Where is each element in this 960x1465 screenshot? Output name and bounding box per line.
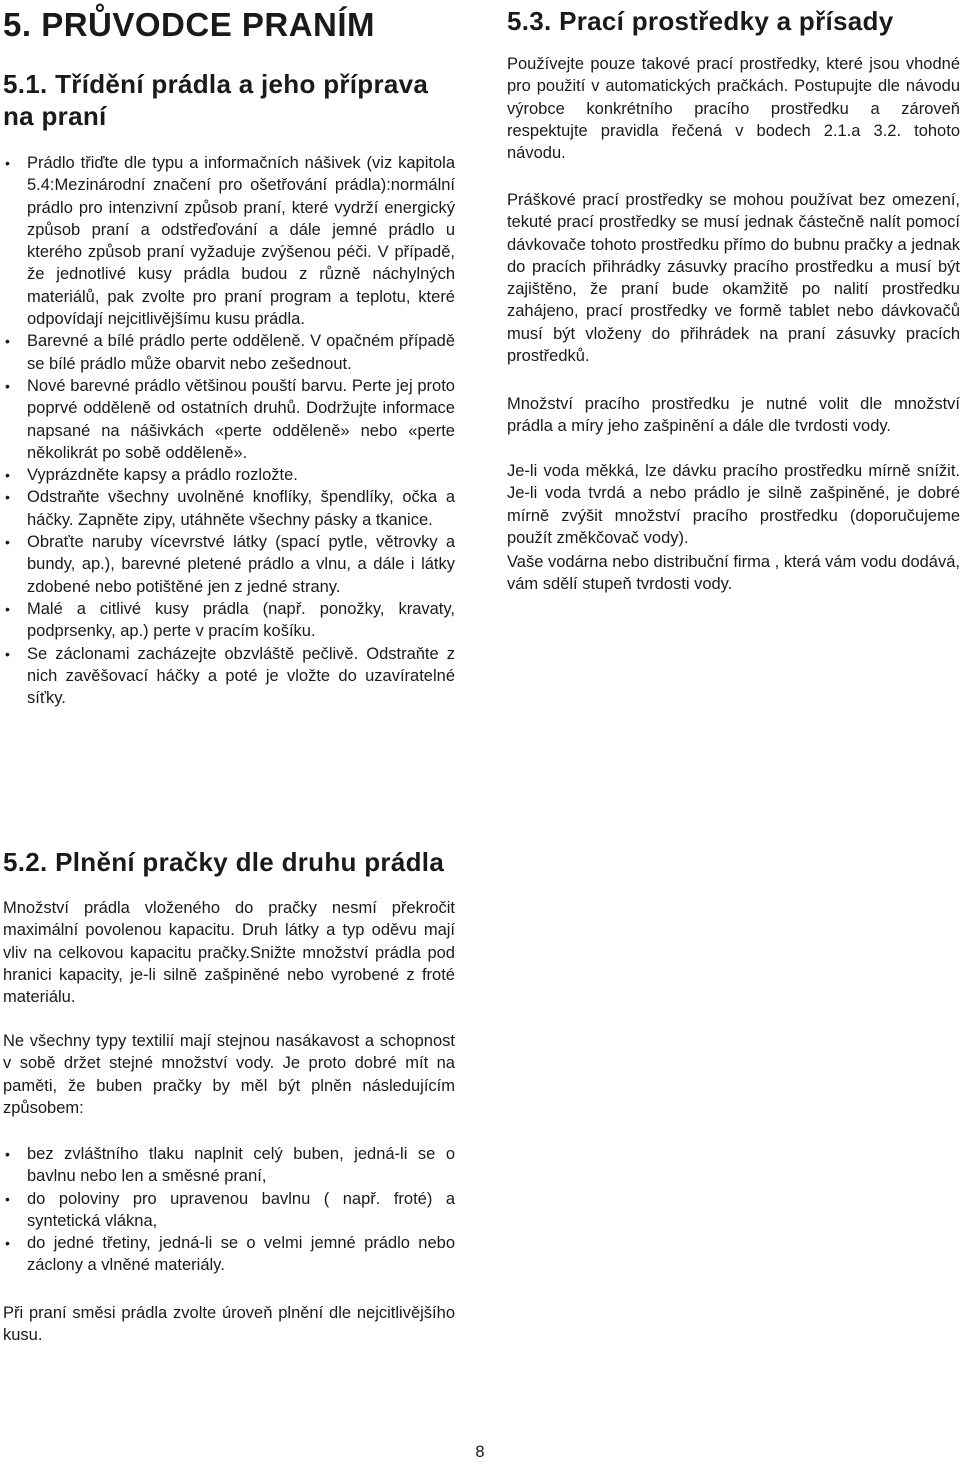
section-5-3-paragraph-5: Vaše vodárna nebo distribuční firma , která vám vodu dodává, vám sdělí stupeň tvrdosti vody. (507, 553, 960, 594)
list-item: • Se záclonami zacházejte obzvláště pečlivě. Odstraňte z nich zavěšovací háčky a poté je vložte do uzavíratelné síťky. (5, 644, 455, 708)
section-5-2-paragraph-2: Ne všechny typy textilií mají stejnou nasákavost a schopnost v sobě držet stejné množství vody. Je proto dobré mít na paměti, že buben pračky by měl být plněn následujícím způsobem: (3, 1032, 455, 1117)
section-5-1-heading: 5.1. Třídění prádla a jeho příprava na praní (3, 69, 429, 131)
bullet-icon: • (5, 155, 10, 171)
list-item: • Obraťte naruby vícevrstvé látky (spací pytle, větrovky a bundy, ap.), barevné pletené prádlo a vlnu, a dále i látky zdobené nebo potištěné jen z jedné strany. (5, 533, 455, 596)
list-item: • do poloviny pro upravenou bavlnu ( např. froté) a syntetická vlákna, (5, 1189, 455, 1230)
section-5-3-heading: 5.3. Prací prostředky a přísady (507, 6, 894, 36)
section-5-2-paragraph-1: Množství prádla vloženého do pračky nesmí překročit maximální povolenou kapacitu. Druh látky a typ oděvu mají vliv na celkovou kapacitu pračky.Snižte množství prádla pod hranici kapacity, je-li silně zašpiněné nebo vyrobené z froté materiálu. (3, 899, 455, 1007)
page-number: 8 (475, 1443, 485, 1461)
bullet-icon: • (5, 534, 10, 551)
section-5-3-paragraph-4: Je-li voda měkká, lze dávku pracího prostředku mírně snížit. Je-li voda tvrdá a nebo prádlo je silně zašpiněné, je dobré mírně zvýšit množství pracího prostředku (doporučujeme použít změkčovač vody). (507, 462, 960, 547)
section-5-3-paragraph-2: Práškové prací prostředky se mohou používat bez omezení, tekuté prací prostředky se musí jednak částečně nalít pomocí dávkovače tohoto prostředku přímo do bubnu pračky a jednak do pracích přihrádky zásuvky pracího prostředku a musí být zajištěno, že praní bude okamžitě po nalití prostředku zahájeno, prací prostředky ve formě tablet nebo dávkovačů musí být vloženy do přihrádek na praní zásuvky pracích prostředků. (507, 191, 960, 366)
bullet-icon: • (5, 1235, 10, 1252)
section-5-3-paragraph-3: Množství pracího prostředku je nutné volit dle množství prádla a míry jeho zašpinění a dále dle tvrdosti vody. (507, 395, 960, 436)
section-5-1-list (3, 152, 455, 709)
bullet-icon: • (5, 645, 10, 662)
section-5-3-paragraph-1: Používejte pouze takové prací prostředky, které jsou vhodné pro použití v automatických pračkách. Postupujte dle návodu výrobce konkrétního pracího prostředku a zároveň respektujte pravidla řečená v bodech 2.1.a 3.2. tohoto návodu. (507, 55, 960, 163)
bullet-icon: • (5, 467, 10, 484)
list-item: • Prádlo třiďte dle typu a informačních nášivek (viz kapitola 5.4:Mezinárodní značení pro ošetřování prádla):normální prádlo pro intenzivní způsob praní, které vydrží energický způsob praní a odstřeďování a dále jemné prádlo u kterého způsob praní vyžaduje zvýšenou péči. V případě, že jednotlivé kusy prádla budou z různě náchylných materiálů, pak zvolte pro praní program a teplotu, které odpovídají nejcitlivějšímu kusu prádla. (5, 154, 455, 329)
list-item: • Odstraňte všechny uvolněné knoflíky, špendlíky, očka a háčky. Zapněte zipy, utáhněte všechny pásky a tkanice. (5, 488, 455, 529)
bullet-icon: • (5, 1190, 10, 1207)
bullet-icon: • (5, 1146, 10, 1162)
section-5-2-heading: 5.2. Plnění pračky dle druhu prádla (3, 847, 445, 877)
bullet-icon: • (5, 600, 10, 617)
bullet-icon: • (5, 333, 10, 350)
section-5-2-paragraph-3: Při praní směsi prádla zvolte úroveň plnění dle nejcitlivějšího kusu. (3, 1304, 455, 1345)
bullet-icon: • (5, 377, 10, 394)
list-item: • bez zvláštního tlaku naplnit celý buben, jedná-li se o bavlnu nebo len a směsné praní, (5, 1145, 455, 1186)
list-item: • Malé a citlivé kusy prádla (např. ponožky, kravaty, podprsenky, ap.) perte v pracím košíku. (5, 599, 455, 641)
page-title: 5. PRŮVODCE PRANÍM (3, 6, 376, 43)
list-item: • Barevné a bílé prádlo perte odděleně. V opačném případě se bílé prádlo může obarvit nebo zešednout. (5, 332, 455, 373)
list-item: • Nové barevné prádlo většinou pouští barvu. Perte jej proto poprvé odděleně od ostatních druhů. Dodržujte informace napsané na nášivkách «perte odděleně» nebo «perte několikrát po sobě odděleně». (5, 376, 455, 462)
bullet-icon: • (5, 489, 10, 506)
list-item: • Vyprázdněte kapsy a prádlo rozložte. (3, 464, 455, 486)
list-item: • do jedné třetiny, jedná-li se o velmi jemné prádlo nebo záclony a vlněné materiály. (5, 1234, 455, 1275)
section-5-2-list (3, 1143, 455, 1277)
